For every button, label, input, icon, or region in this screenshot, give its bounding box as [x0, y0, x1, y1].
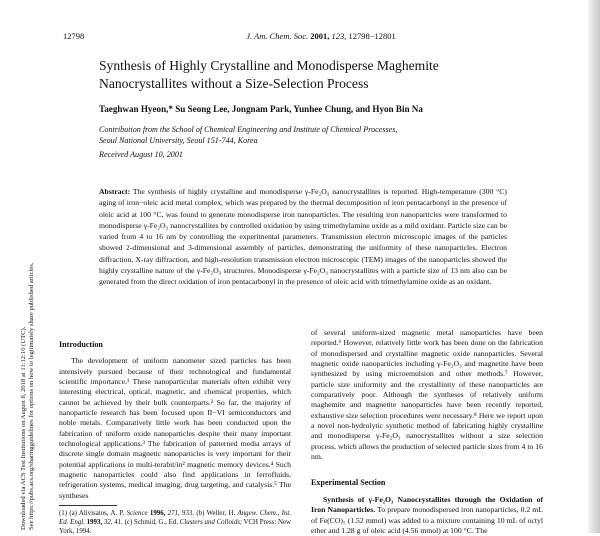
experimental-paragraph [311, 495, 543, 536]
footnote-text-1: 933. (b) Weller, H. [182, 510, 236, 517]
footnote-volume-2: 32, [103, 518, 113, 526]
affiliation-line1: Contribution from the School of Chemical Engineering and Institute of Chemical Processes, [99, 125, 398, 134]
footnote-volume-1: 271, [167, 510, 180, 517]
author-list: Taeghwan Hyeon,* Su Seong Lee, Jongnam Park, Yunhee Chung, and Hyon Bin Na [99, 104, 423, 114]
experimental-text: To prepare monodispersed iron nanoparticles, 0.2 mL of Fe(CO)₅ (1.52 mmol) was added to a mixture containing 10 mL of octyl ether and 1.28 g of oleic acid (4.56 mmol) at 100 °C. The [311, 505, 543, 535]
download-notice-line1: Downloaded via ACS Test Institutions on August 8, 2018 at 11:12:10 (UTC). [20, 326, 27, 530]
introduction-continuation: of several uniform-sized magnetic metal nanoparticles have been reported.⁶ However, relatively little work has been done on the fabrication of monodispersed and crystalline magnetic oxide nanoparticles. Several magnetic oxide nanoparticles including γ-Fe₂O₃ and magnetite have been synthesized by using microemulsion and other methods.⁷ However, particle size uniformity and the crystallinity of these nanoparticles are comparatively poor. Although the syntheses of relatively uniform maghemite and magnetite nanoparticles have been recently reported, exhaustive size selection procedures were necessary.⁸ Here we report upon a novel non-hydrolytic synthetic method of fabricating highly crystalline and monodisperse γ-Fe₂O₃ nanocrystallites without a size selection process, which allows the production of selected particle sizes from 4 to 16 nm. [311, 328, 543, 462]
download-notice-line2: See https://pubs.acs.org/sharingguidelines for options on how to legitimately share published articles. [28, 262, 35, 530]
received-date: Received August 10, 2001 [99, 150, 183, 159]
page-edge-shadow [588, 0, 600, 533]
affiliation [99, 124, 499, 146]
experimental-heading: Experimental Section [311, 478, 386, 488]
footnote-journal-2: Angew. Chem., Int. Ed. Engl. [59, 510, 291, 526]
right-column [311, 328, 543, 536]
footnote-text-3: ; VCH Press: New York, 1994. [59, 518, 291, 535]
page-number: 12798 [63, 31, 85, 41]
abstract-text: The synthesis of highly crystalline and monodisperse γ-Fe₂O₃ nanocrystallites is reported. High-temperature (300 °C) aging of iron−oleic acid metal complex, which was prepared by the thermal decomposition of iron pentacarbonyl in the presence of oleic acid at 100 °C, was found to generate monodisperse iron nanoparticles. The resulting iron nanoparticles were transformed to monodisperse γ-Fe₂O₃ nanocrystallites by controlled oxidation by using trimethylamine oxide as a mild oxidant. Particle size can be varied from 4 to 16 nm by controlling the experimental parameters. Transmission electron microscopic images of the particles showed 2-dimensional and 3-dimensional assembly of particles, demonstrating the uniformity of these nanoparticles. Electron diffraction, X-ray diffraction, and high-resolution transmission electron microscopic (TEM) images of the nanoparticles showed the highly crystalline nature of the γ-Fe₂O₃ structures. Monodisperse γ-Fe₂O₃ nanocrystallites with a particle size of 13 nm also can be generated from the direct oxidation of iron pentacarbonyl in the presence of oleic acid with trimethylamine oxide as an oxidant. [99, 187, 507, 287]
journal-pages: 12798−12801 [348, 31, 396, 41]
abstract [99, 186, 507, 288]
journal-citation [206, 31, 436, 41]
abstract-label: Abstract: [99, 187, 131, 196]
journal-volume: 123, [331, 31, 347, 41]
introduction-paragraph: The development of uniform nanometer sized particles has been intensively pursued because of their technological and fundamental scientific importance.¹ These nanoparticular materials often exhibit very interesting electrical, optical, magnetic, and chemical properties, which cannot be achieved by their bulk counterparts.² So far, the majority of nanoparticle research has been focused upon II−VI semiconductors and noble metals. Comparatively little work has been conducted upon the fabrication of uniform oxide nanoparticles despite their many important technological applications.³ The fabrication of patterned media arrays of discrete single domain magnetic nanoparticles is very important for their potential applications in multi-terabit/in² magnetic memory devices.⁴ Such magnetic nanoparticles could also find applications in ferrofluids, refrigeration systems, medical imaging, drug targeting, and catalysis.⁵ The syntheses [59, 356, 291, 500]
footnote-1 [59, 510, 291, 536]
left-column [59, 340, 291, 501]
download-notice [20, 190, 36, 530]
affiliation-line2: Seoul National University, Seoul 151-744, Korea [99, 136, 258, 145]
footnote-year-2: 1993, [86, 518, 103, 526]
article-title: Synthesis of Highly Crystalline and Monodisperse Maghemite Nanocrystallites without a Size-Selection Process [99, 58, 439, 91]
footnote-book: Clusters and Colloids [179, 518, 240, 526]
footnote-year-1: 1996, [149, 510, 166, 517]
footnote-ref: (1) (a) Alivisatos, A. P. [59, 510, 125, 517]
journal-year: 2001, [310, 31, 330, 41]
footnote-text-2: 41. (c) Schmid, G., Ed. [114, 518, 179, 526]
introduction-heading: Introduction [59, 340, 103, 349]
experimental-subheading: Synthesis of γ-Fe₂O₃ Nanocrystallites through the Oxidation of Iron Nanoparticles. [311, 494, 543, 515]
journal-name: J. Am. Chem. Soc. [246, 31, 309, 41]
footnote-journal-1: Science [126, 510, 148, 517]
footnote-divider [59, 505, 117, 506]
